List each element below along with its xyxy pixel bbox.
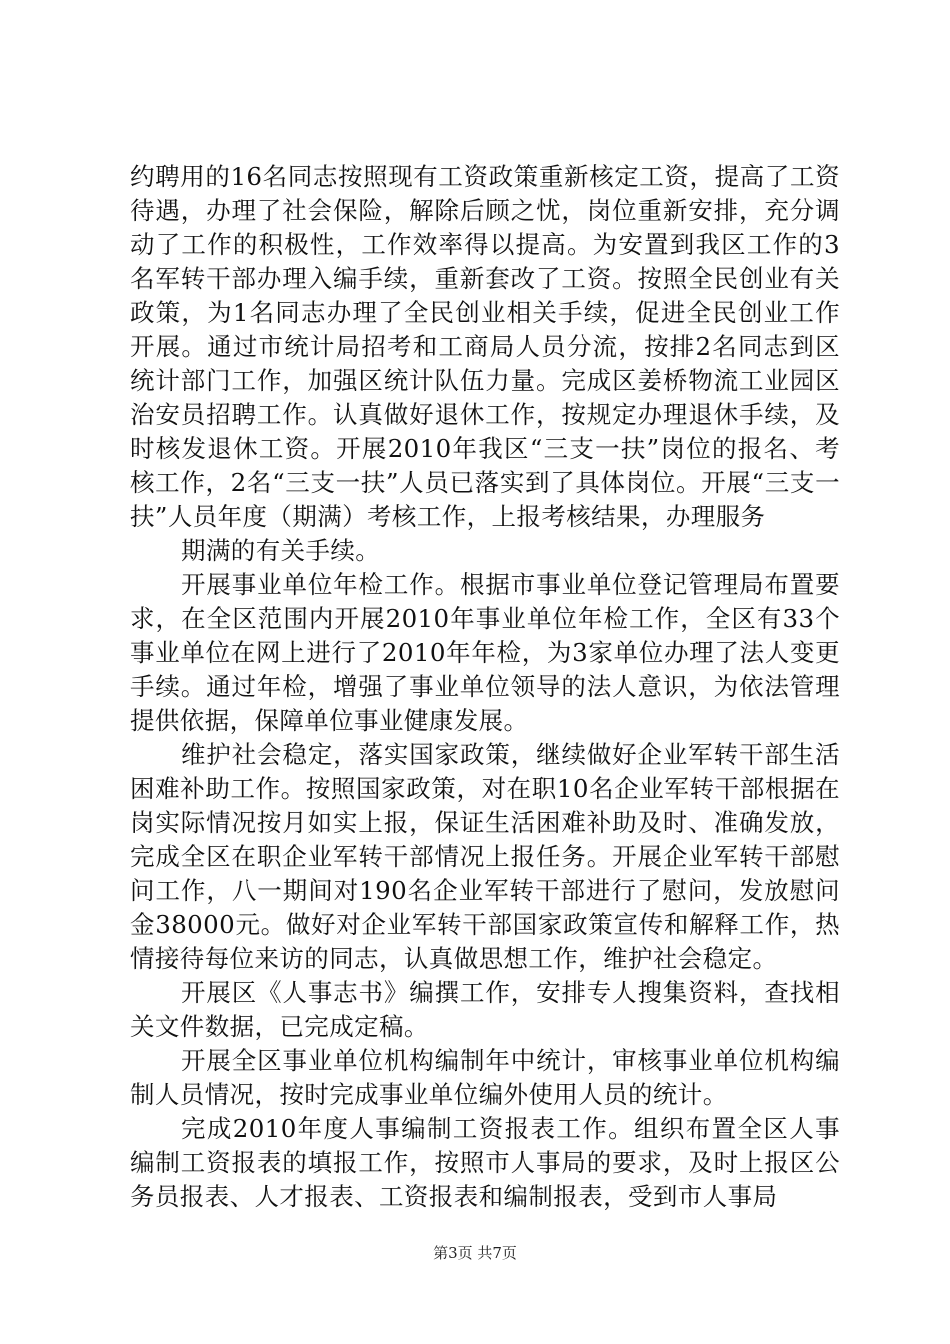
document-body [130,160,840,1214]
paragraph-annual-inspection: 开展事业单位年检工作。根据市事业单位登记管理局布置要求，在全区范围内开展2010年事业单位年检工作，全区有33个事业单位在网上进行了2010年年检，为3家单位办理了法人变更手续。通过年检，增强了事业单位领导的法人意识，为依法管理提供依据，保障单位事业健康发展。 [130,570,840,735]
paragraph-continuation-tail: 期满的有关手续。 [181,536,381,565]
paragraph-salary-reports: 完成2010年度人事编制工资报表工作。组织布置全区人事编制工资报表的填报工作，按照市人事局的要求，及时上报区公务员报表、人才报表、工资报表和编制报表，受到市人事局 [130,1114,840,1211]
page-footer: 第3页 共7页 [433,1244,517,1262]
paragraph-personnel-records: 开展区《人事志书》编撰工作，安排专人搜集资料，查找相关文件数据，已完成定稿。 [130,978,840,1041]
paragraph-continuation: 约聘用的16名同志按照现有工资政策重新核定工资，提高了工资待遇，办理了社会保险，解除后顾之忧，岗位重新安排，充分调动了工作的积极性，工作效率得以提高。为安置到我区工作的3名军转干部办理入编手续，重新套改了工资。按照全民创业有关政策，为1名同志办理了全民创业相关手续，促进全民创业工作开展。通过市统计局招考和工商局人员分流，按排2名同志到区统计部门工作，加强区统计队伍力量。完成区姜桥物流工业园区治安员招聘工作。认真做好退休工作，按规定办理退休手续，及时核发退休工资。开展2010年我区“三支一扶”岗位的报名、考核工作，2名“三支一扶”人员已落实到了具体岗位。开展“三支一扶”人员年度（期满）考核工作，上报考核结果，办理服务 [130,162,840,531]
paragraph-veteran-cadres: 维护社会稳定，落实国家政策，继续做好企业军转干部生活困难补助工作。按照国家政策，对在职10名企业军转干部根据在岗实际情况按月如实上报，保证生活困难补助及时、准确发放，完成全区在职企业军转干部情况上报任务。开展企业军转干部慰问工作，八一期间对190名企业军转干部进行了慰问，发放慰问金38000元。做好对企业军转干部国家政策宣传和解释工作，热情接待每位来访的同志，认真做思想工作，维护社会稳定。 [130,740,840,973]
paragraph-staffing-statistics: 开展全区事业单位机构编制年中统计，审核事业单位机构编制人员情况，按时完成事业单位编外使用人员的统计。 [130,1046,840,1109]
